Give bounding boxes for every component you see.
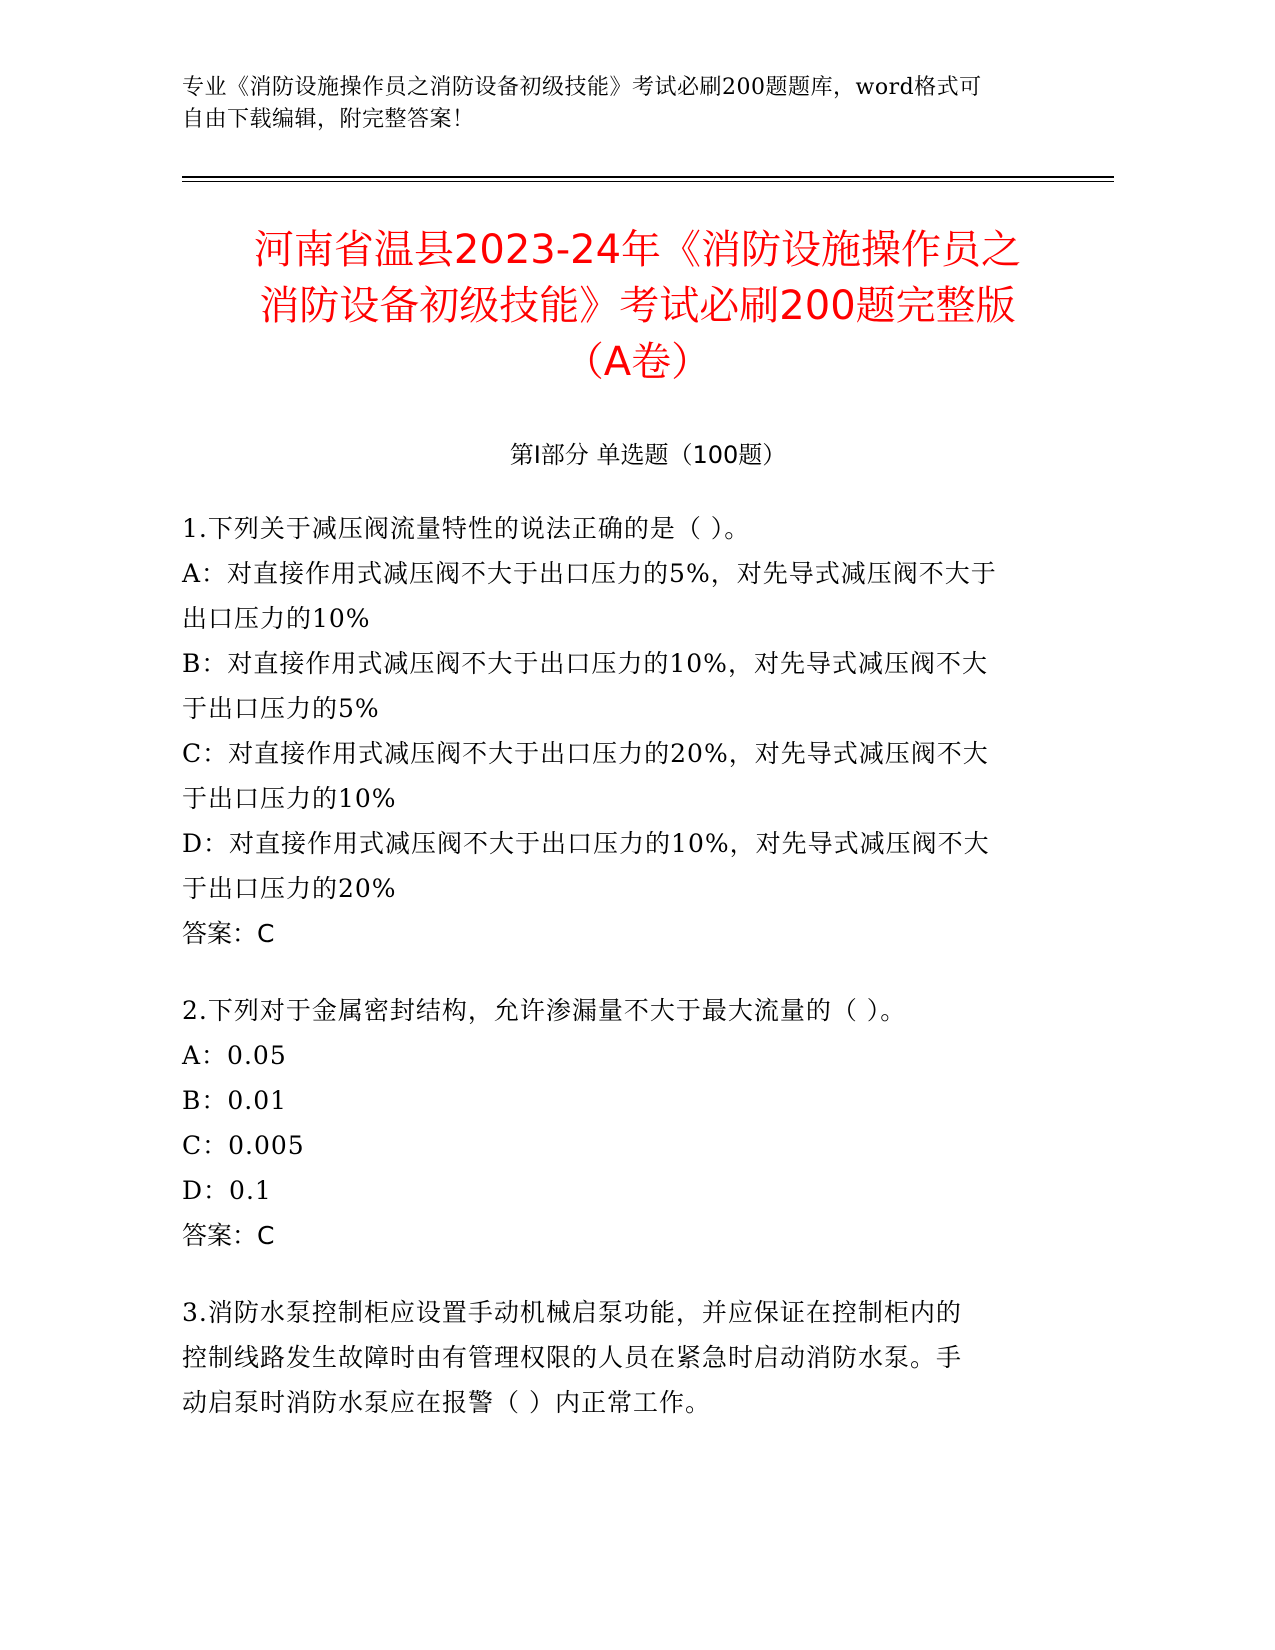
question-3-stem-line-3: 动启泵时消防水泵应在报警（ ）内正常工作。 bbox=[182, 1388, 711, 1417]
question-2-stem: 2.下列对于金属密封结构，允许渗漏量不大于最大流量的（ ）。 bbox=[182, 996, 907, 1025]
question-1-answer: 答案：C bbox=[182, 919, 275, 948]
question-2 bbox=[182, 988, 1082, 1258]
section-heading: 第I部分 单选题（100题） bbox=[509, 441, 787, 469]
header-note-line-1: 专业《消防设施操作员之消防设备初级技能》考试必刷200题题库，word格式可 bbox=[182, 75, 982, 100]
question-3 bbox=[182, 1290, 1082, 1425]
document-title-line-1: 河南省温县2023-24年《消防设施操作员之 bbox=[253, 227, 1022, 273]
question-1-option-b-line-1: B：对直接作用式减压阀不大于出口压力的10%，对先导式减压阀不大 bbox=[182, 649, 988, 678]
header-note-line-2: 自由下载编辑，附完整答案！ bbox=[182, 107, 475, 132]
question-3-stem-line-1: 3.消防水泵控制柜应设置手动机械启泵功能，并应保证在控制柜内的 bbox=[182, 1298, 962, 1327]
header-rule-thin bbox=[182, 181, 1114, 182]
question-3-stem-line-2: 控制线路发生故障时由有管理权限的人员在紧急时启动消防水泵。手 bbox=[182, 1343, 963, 1372]
question-2-option-a: A：0.05 bbox=[182, 1041, 287, 1070]
question-2-option-d: D：0.1 bbox=[182, 1176, 272, 1205]
question-2-answer: 答案：C bbox=[182, 1221, 275, 1250]
question-1-option-d-line-2: 于出口压力的20% bbox=[182, 874, 397, 903]
question-1-option-b-line-2: 于出口压力的5% bbox=[182, 694, 380, 723]
question-1-option-a-line-2: 出口压力的10% bbox=[182, 604, 371, 633]
question-1 bbox=[182, 506, 1082, 956]
document-title bbox=[150, 222, 1125, 390]
question-1-option-a-line-1: A：对直接作用式减压阀不大于出口压力的5%，对先导式减压阀不大于 bbox=[182, 559, 997, 588]
question-1-option-c-line-2: 于出口压力的10% bbox=[182, 784, 397, 813]
question-1-stem: 1.下列关于减压阀流量特性的说法正确的是（ ）。 bbox=[182, 514, 751, 543]
header-note bbox=[182, 72, 1062, 136]
question-2-option-b: B：0.01 bbox=[182, 1086, 288, 1115]
question-1-option-d-line-1: D：对直接作用式减压阀不大于出口压力的10%，对先导式减压阀不大 bbox=[182, 829, 990, 858]
header-rule-thick bbox=[182, 176, 1114, 178]
document-title-line-3: （A卷） bbox=[563, 339, 712, 385]
question-2-option-c: C：0.005 bbox=[182, 1131, 305, 1160]
document-title-line-2: 消防设备初级技能》考试必刷200题完整版 bbox=[259, 283, 1016, 329]
question-1-option-c-line-1: C：对直接作用式减压阀不大于出口压力的20%，对先导式减压阀不大 bbox=[182, 739, 989, 768]
